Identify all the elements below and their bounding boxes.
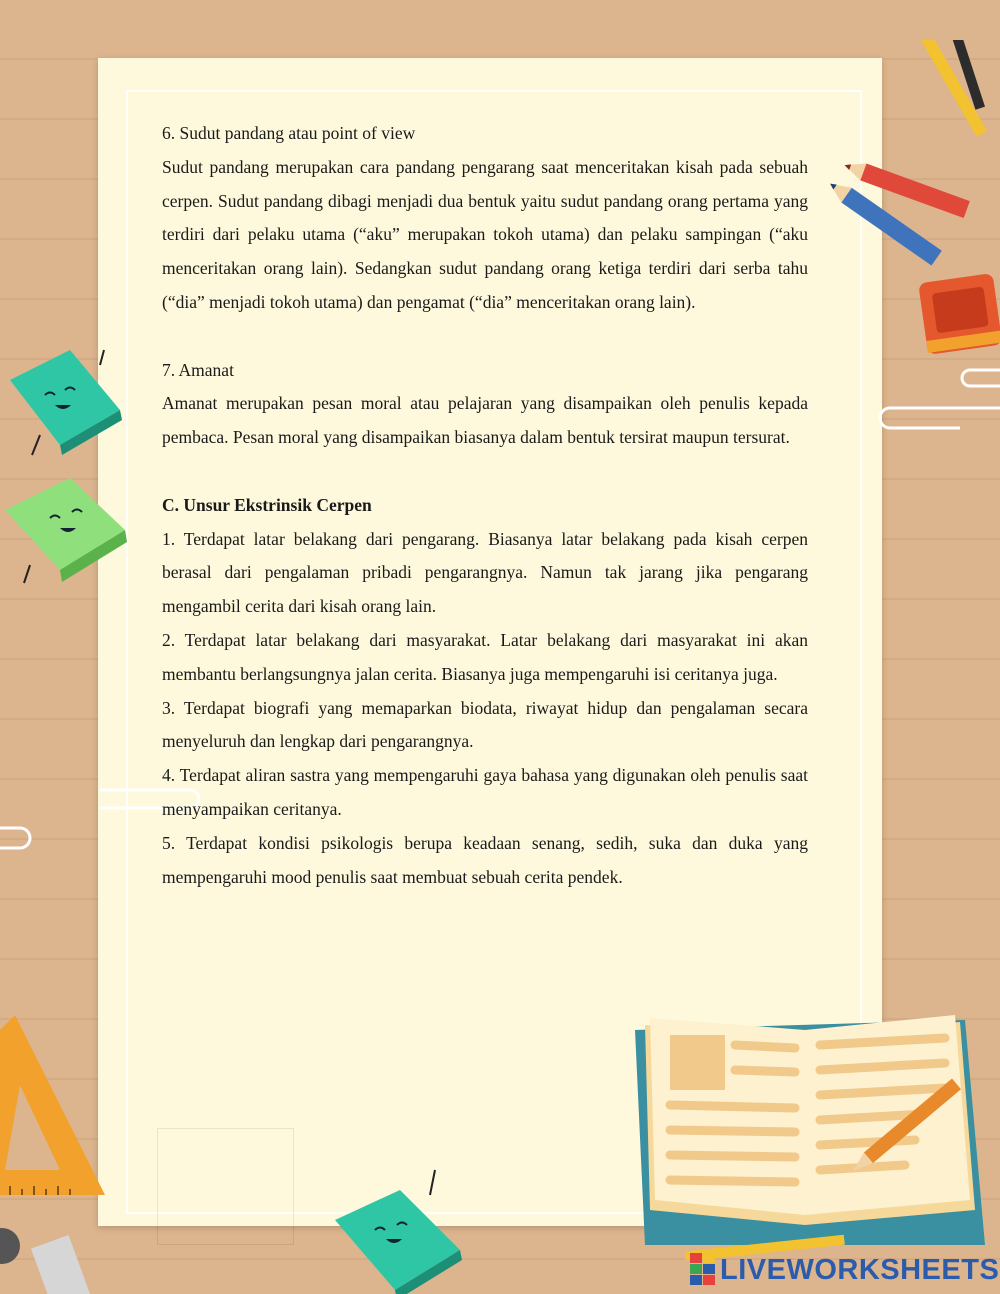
sharpener-icon bbox=[915, 270, 1000, 360]
cloud-lines-icon bbox=[860, 362, 1000, 442]
list-item: 2. Terdapat latar belakang dari masyarakat. Latar belakang dari masyarakat ini akan membantu berlangsungnya jalan cerita. Biasanya juga mempengaruhi isi ceritanya juga. bbox=[162, 629, 808, 684]
open-book-icon bbox=[625, 1010, 1000, 1260]
list-item: 1. Terdapat latar belakang dari pengarang. Biasanya latar belakang pada kisah cerpen berasal dari pengalaman pribadi pengarangnya. Namun tak jarang jika pengarang mengambil cerita dari kisah orang lain. bbox=[162, 528, 808, 617]
section-body: Amanat merupakan pesan moral atau pelajaran yang disampaikan oleh penulis kepada pembaca. Pesan moral yang disampaikan biasanya dalam bentuk tersirat maupun tersurat. bbox=[162, 393, 808, 448]
list-item: 3. Terdapat biografi yang memaparkan biodata, riwayat hidup dan pengalaman secara menyeluruh dan lengkap dari pengarangnya. bbox=[162, 697, 808, 752]
section-heading: 6. Sudut pandang atau point of view bbox=[162, 123, 416, 143]
watermark-text: LIVEWORKSHEETS bbox=[720, 1253, 1000, 1286]
pencils-icon bbox=[820, 40, 1000, 270]
liveworksheets-watermark[interactable] bbox=[690, 1250, 999, 1290]
book-character-icon bbox=[0, 335, 130, 460]
ruler-icon bbox=[0, 1210, 100, 1294]
section-body: Sudut pandang merupakan cara pandang pengarang saat menceritakan kisah pada sebuah cerpen. Sudut pandang dibagi menjadi dua bentuk yaitu sudut pandang orang pertama yang terdiri dari pelaku utama (“aku” merupakan tokoh utama) dan pelaku sampingan (“aku menceritakan orang lain). Sedangkan sudut pandang orang ketiga terdiri dari serba tahu (“dia” menjadi tokoh utama) dan pengamat (“dia” menceritakan orang lain). bbox=[162, 156, 808, 312]
liveworksheets-logo-icon bbox=[690, 1253, 716, 1287]
section-heading: 7. Amanat bbox=[162, 359, 234, 380]
book-character-icon bbox=[0, 470, 140, 590]
triangle-ruler-icon bbox=[0, 1010, 110, 1210]
paper-decoration bbox=[157, 1128, 294, 1245]
list-item: 5. Terdapat kondisi psikologis berupa keadaan senang, sedih, suka dan duka yang mempengaruhi mood penulis saat membuat sebuah cerita pendek. bbox=[162, 832, 808, 887]
worksheet-content bbox=[162, 117, 808, 894]
extrinsic-heading: C. Unsur Ekstrinsik Cerpen bbox=[162, 494, 372, 515]
book-character-icon bbox=[330, 1165, 465, 1294]
list-item: 4. Terdapat aliran sastra yang mempengaruhi gaya bahasa yang digunakan oleh penulis saat menyampaikan ceritanya. bbox=[162, 765, 808, 819]
